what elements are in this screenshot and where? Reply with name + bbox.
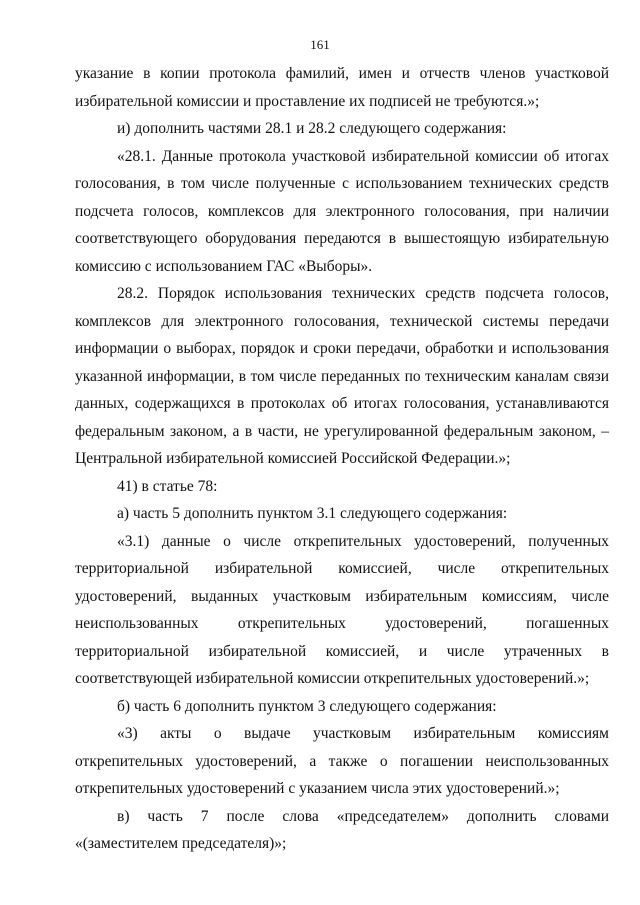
paragraph-part-5: а) часть 5 дополнить пунктом 3.1 следующего содержания: <box>117 505 508 522</box>
paragraph-28-1: «28.1. Данные протокола участковой избирательной комиссии об итогах голосования, в том числе полученные с использованием технических средств подсчета голосов, комплексов для электронного голосования, при наличии соответствующего оборудования передаются в вышестоящую избирательную комиссию с использованием ГАС «Выборы». <box>75 147 609 275</box>
paragraph-amendment-i: и) дополнить частями 28.1 и 28.2 следующего содержания: <box>117 120 507 137</box>
document-body <box>75 60 609 858</box>
paragraph-continuation: указание в копии протокола фамилий, имен и отчеств членов участковой избирательной комиссии и проставление их подписей не требуются.»; <box>75 65 609 110</box>
paragraph-point-3-1: «3.1) данные о числе открепительных удостоверений, полученных территориальной избирательной комиссией, числе открепительных удостоверений, выданных участковым избирательным комиссиям, числе неиспользованных открепительных удостоверений, погашенных территориальной избирательной комиссией, и числе утраченных в соответствующей избирательной комиссии открепительных удостоверений.»; <box>75 532 609 687</box>
paragraph-article-78: 41) в статье 78: <box>117 477 218 495</box>
paragraph-part-6: б) часть 6 дополнить пунктом 3 следующего содержания: <box>117 697 497 715</box>
paragraph-point-3: «3) акты о выдаче участковым избирательным комиссиям открепительных удостоверений, а также о погашении неиспользованных открепительных удостоверений с указанием числа этих удостоверений.»; <box>75 725 609 797</box>
paragraph-part-7: в) часть 7 после слова «председателем» дополнить словами «(заместителем председателя)»; <box>75 807 609 852</box>
paragraph-28-2: 28.2. Порядок использования технических средств подсчета голосов, комплексов для электронного голосования, технической системы передачи информации о выборах, порядок и сроки передачи, обработки и использования указанной информации, в том числе переданных по техническим каналам связи данных, содержащихся в протоколах об итогах голосования, устанавливаются федеральным законом, а в части, не урегулированной федеральным законом, – Центральной избирательной комиссией Российской Федерации.»; <box>75 285 609 467</box>
page-number: 161 <box>310 37 330 52</box>
